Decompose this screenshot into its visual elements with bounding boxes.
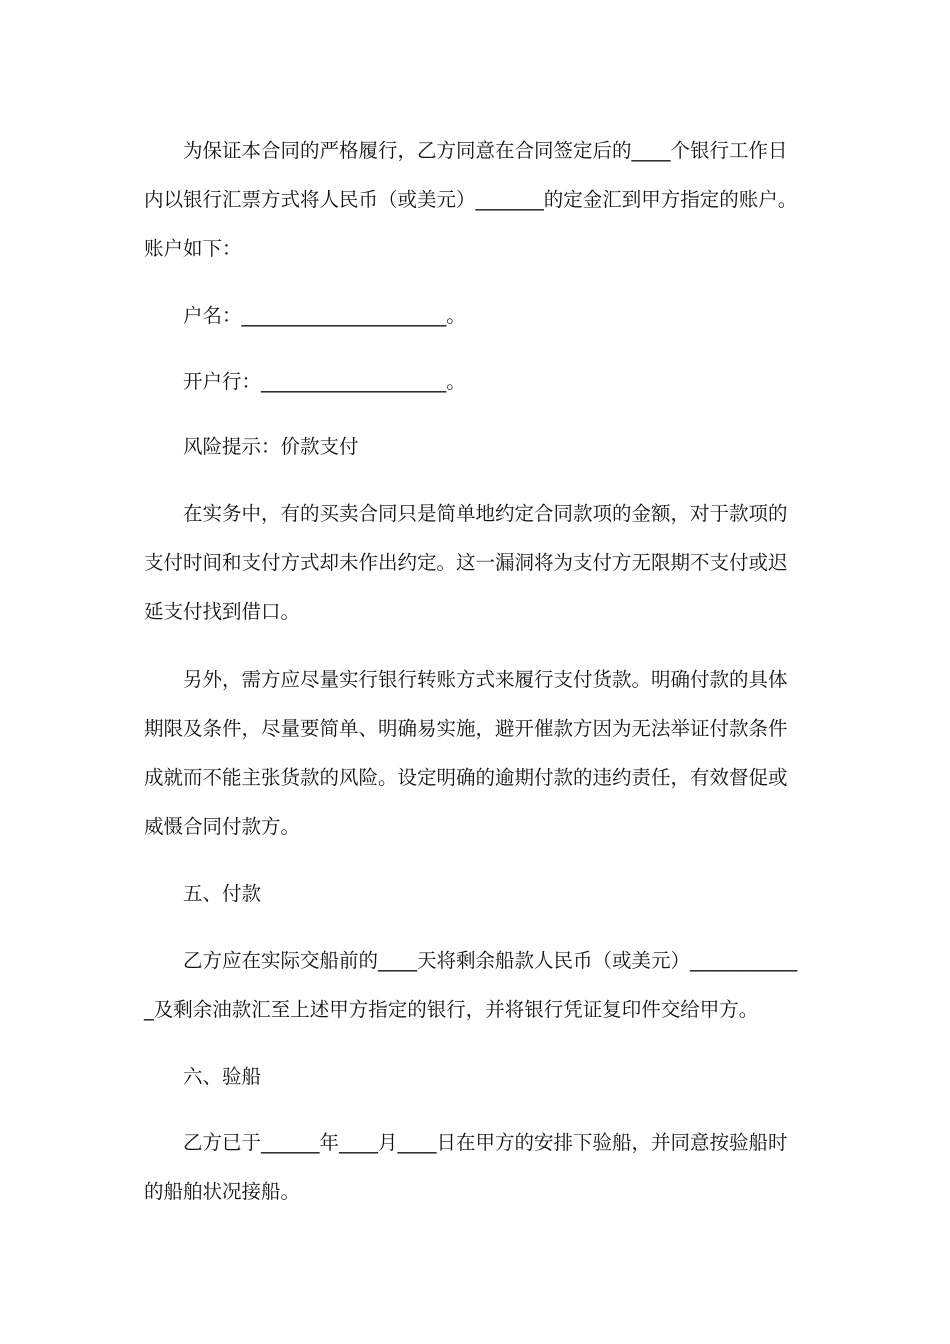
risk-paragraph-2: 另外，需方应尽量实行银行转账方式来履行支付货款。明确付款的具体期限及条件，尽量要简单、明确易实施，避开催款方因为无法举证付款条件成就而不能主张货款的风险。设定明确的逾期付款的违约责任，有效督促或威慑合同付款方。 xyxy=(144,668,788,838)
section-6-heading: 六、验船 xyxy=(183,1065,262,1088)
inspection-paragraph: 乙方已于______年____月____日在甲方的安排下验船，并同意按验船时的船舶状况接船。 xyxy=(144,1131,788,1203)
risk-title: 风险提示：价款支付 xyxy=(183,435,359,458)
deposit-paragraph: 为保证本合同的严格履行，乙方同意在合同签定后的____个银行工作日内以银行汇票方式将人民币（或美元）_______的定金汇到甲方指定的账户。账户如下： xyxy=(144,139,798,260)
section-5-heading: 五、付款 xyxy=(183,882,262,905)
account-name-line: 户名：_____________________。 xyxy=(183,304,466,327)
bank-line: 开户行：___________________。 xyxy=(183,370,466,393)
risk-paragraph-1: 在实务中，有的买卖合同只是简单地约定合同款项的金额，对于款项的支付时间和支付方式却未作出约定。这一漏洞将为支付方无限期不支付或迟延支付找到借口。 xyxy=(144,502,788,623)
payment-paragraph: 乙方应在实际交船前的____天将剩余船款人民币（或美元）____________及剩余油款汇至上述甲方指定的银行，并将银行凭证复印件交给甲方。 xyxy=(144,949,798,1021)
